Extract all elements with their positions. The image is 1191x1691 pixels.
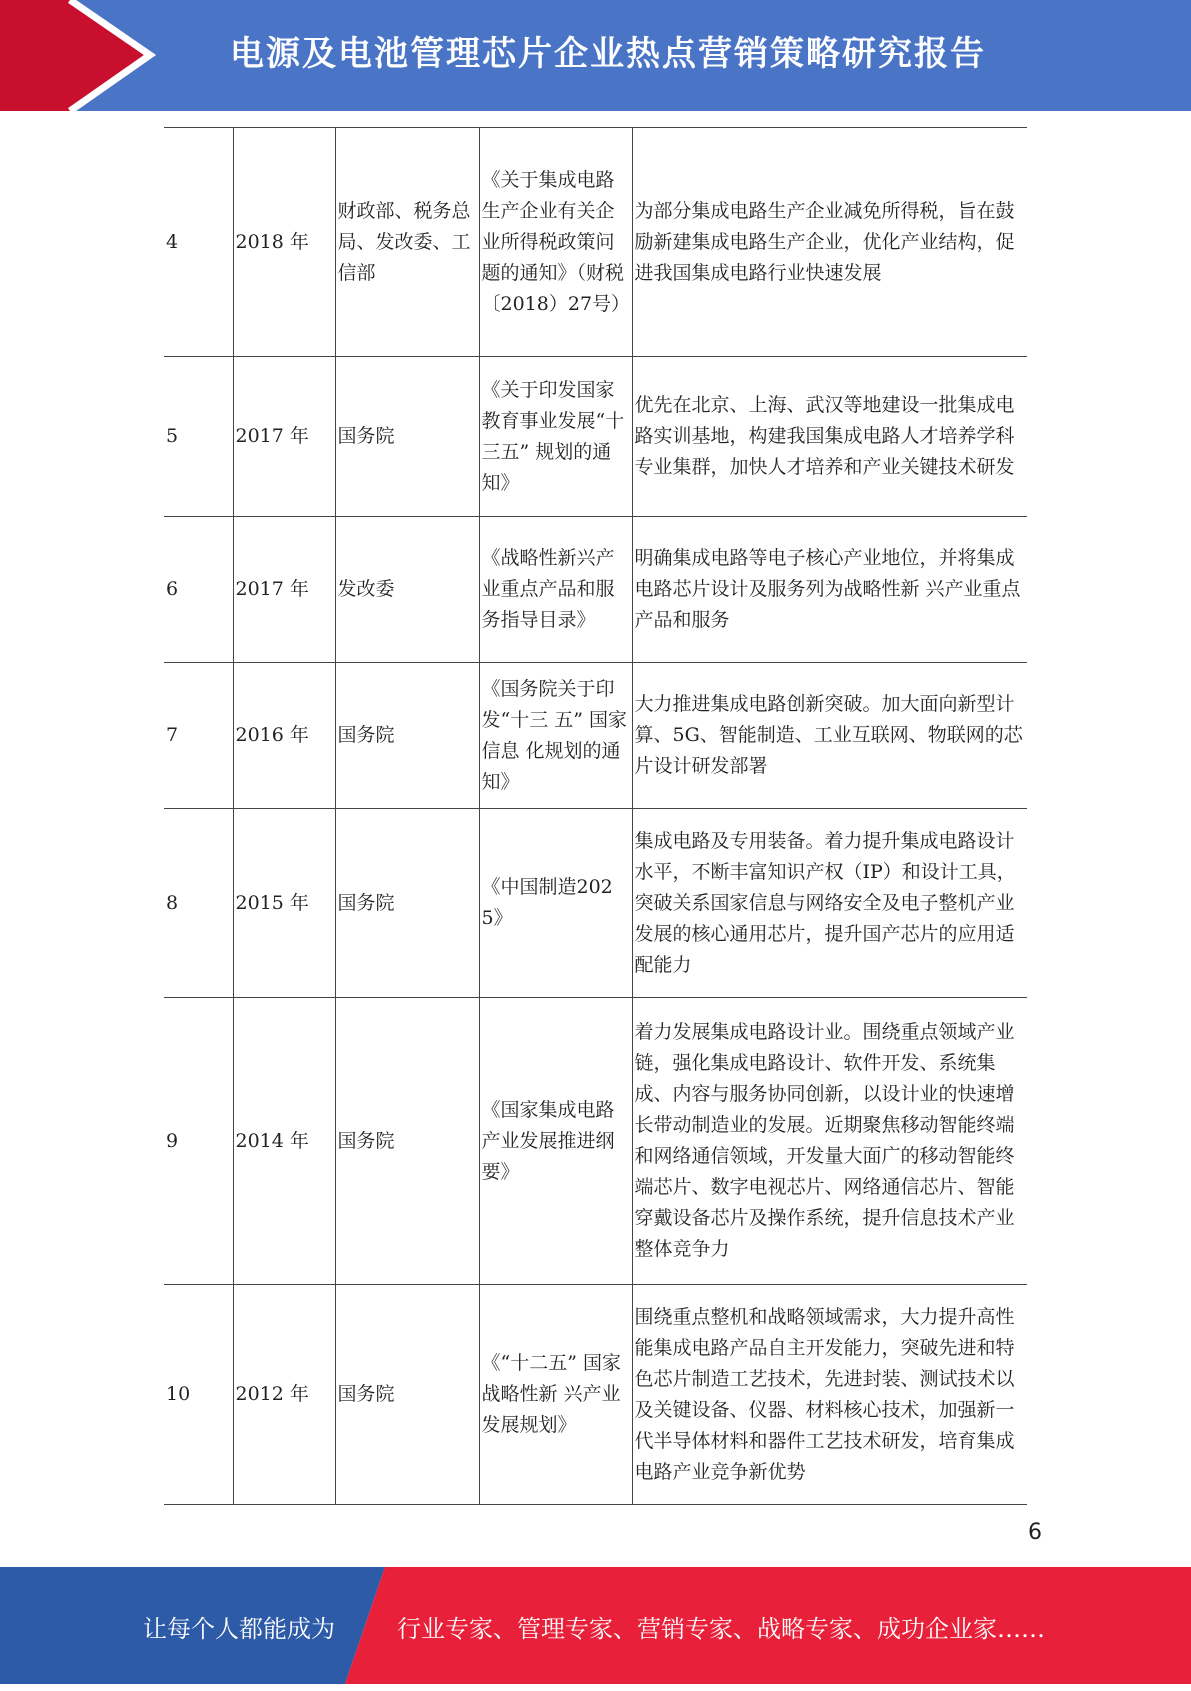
row-summary: 着力发展集成电路设计业。围绕重点领域产业链，强化集成电路设计、软件开发、系统集成、内容与服务协同创新，以设计业的快速增长带动制造业的发展。近期聚焦移动智能终端和网络通信领域，开发量大面广的移动智能终端芯片、数字电视芯片、网络通信芯片、智能穿戴设备芯片及操作系统，提升信息技术产业整体竞争力 [632, 998, 1027, 1285]
row-issuer: 国务院 [335, 357, 479, 517]
row-document: 《战略性新兴产业重点产品和服务指导目录》 [479, 517, 632, 663]
policy-table [164, 127, 1027, 1505]
table-row [164, 517, 1027, 663]
table-row [164, 357, 1027, 517]
row-year: 2017 年 [233, 357, 335, 517]
table-row [164, 128, 1027, 357]
footer-slogan-left: 让每个人都能成为 [143, 1615, 335, 1643]
row-document: 《“十二五” 国家战略性新 兴产业发展规划》 [479, 1285, 632, 1505]
row-year: 2017 年 [233, 517, 335, 663]
row-year: 2016 年 [233, 663, 335, 809]
page-footer [0, 1567, 1191, 1684]
row-issuer: 发改委 [335, 517, 479, 663]
row-document: 《国家集成电路产业发展推进纲要》 [479, 998, 632, 1285]
row-issuer: 国务院 [335, 809, 479, 998]
row-number: 4 [164, 128, 233, 357]
footer-slogan-right: 行业专家、管理专家、营销专家、战略专家、成功企业家…… [397, 1615, 1045, 1643]
row-document: 《中国制造2025》 [479, 809, 632, 998]
row-issuer: 国务院 [335, 998, 479, 1285]
row-issuer: 财政部、税务总局、发改委、工信部 [335, 128, 479, 357]
row-number: 9 [164, 998, 233, 1285]
page-number: 6 [1028, 1520, 1042, 1545]
row-number: 8 [164, 809, 233, 998]
row-document: 《关于印发国家教育事业发展“十三五” 规划的通知》 [479, 357, 632, 517]
page-header [0, 0, 1191, 111]
row-number: 10 [164, 1285, 233, 1505]
row-year: 2015 年 [233, 809, 335, 998]
row-summary: 为部分集成电路生产企业减免所得税，旨在鼓励新建集成电路生产企业，优化产业结构，促进我国集成电路行业快速发展 [632, 128, 1027, 357]
row-summary: 围绕重点整机和战略领域需求，大力提升高性能集成电路产品自主开发能力，突破先进和特色芯片制造工艺技术，先进封装、测试技术以及关键设备、仪器、材料核心技术，加强新一代半导体材料和器件工艺技术研发，培育集成电路产业竞争新优势 [632, 1285, 1027, 1505]
row-summary: 集成电路及专用装备。着力提升集成电路设计水平，不断丰富知识产权（IP）和设计工具，突破关系国家信息与网络安全及电子整机产业发展的核心通用芯片，提升国产芯片的应用适配能力 [632, 809, 1027, 998]
row-summary: 大力推进集成电路创新突破。加大面向新型计算、5G、智能制造、工业互联网、物联网的芯片设计研发部署 [632, 663, 1027, 809]
row-number: 6 [164, 517, 233, 663]
table-row [164, 809, 1027, 998]
table-row [164, 998, 1027, 1285]
row-issuer: 国务院 [335, 663, 479, 809]
table-row [164, 1285, 1027, 1505]
report-title: 电源及电池管理芯片企业热点营销策略研究报告 [230, 34, 986, 74]
row-year: 2014 年 [233, 998, 335, 1285]
row-issuer: 国务院 [335, 1285, 479, 1505]
row-year: 2012 年 [233, 1285, 335, 1505]
row-document: 《国务院关于印发“十三 五” 国家信息 化规划的通 知》 [479, 663, 632, 809]
row-summary: 优先在北京、上海、武汉等地建设一批集成电路实训基地，构建我国集成电路人才培养学科专业集群，加快人才培养和产业关键技术研发 [632, 357, 1027, 517]
row-document: 《关于集成电路生产企业有关企业所得税政策问题的通知》（财税〔2018）27号） [479, 128, 632, 357]
table-row [164, 663, 1027, 809]
row-summary: 明确集成电路等电子核心产业地位，并将集成电路芯片设计及服务列为战略性新 兴产业重点产品和服务 [632, 517, 1027, 663]
row-number: 7 [164, 663, 233, 809]
row-number: 5 [164, 357, 233, 517]
row-year: 2018 年 [233, 128, 335, 357]
